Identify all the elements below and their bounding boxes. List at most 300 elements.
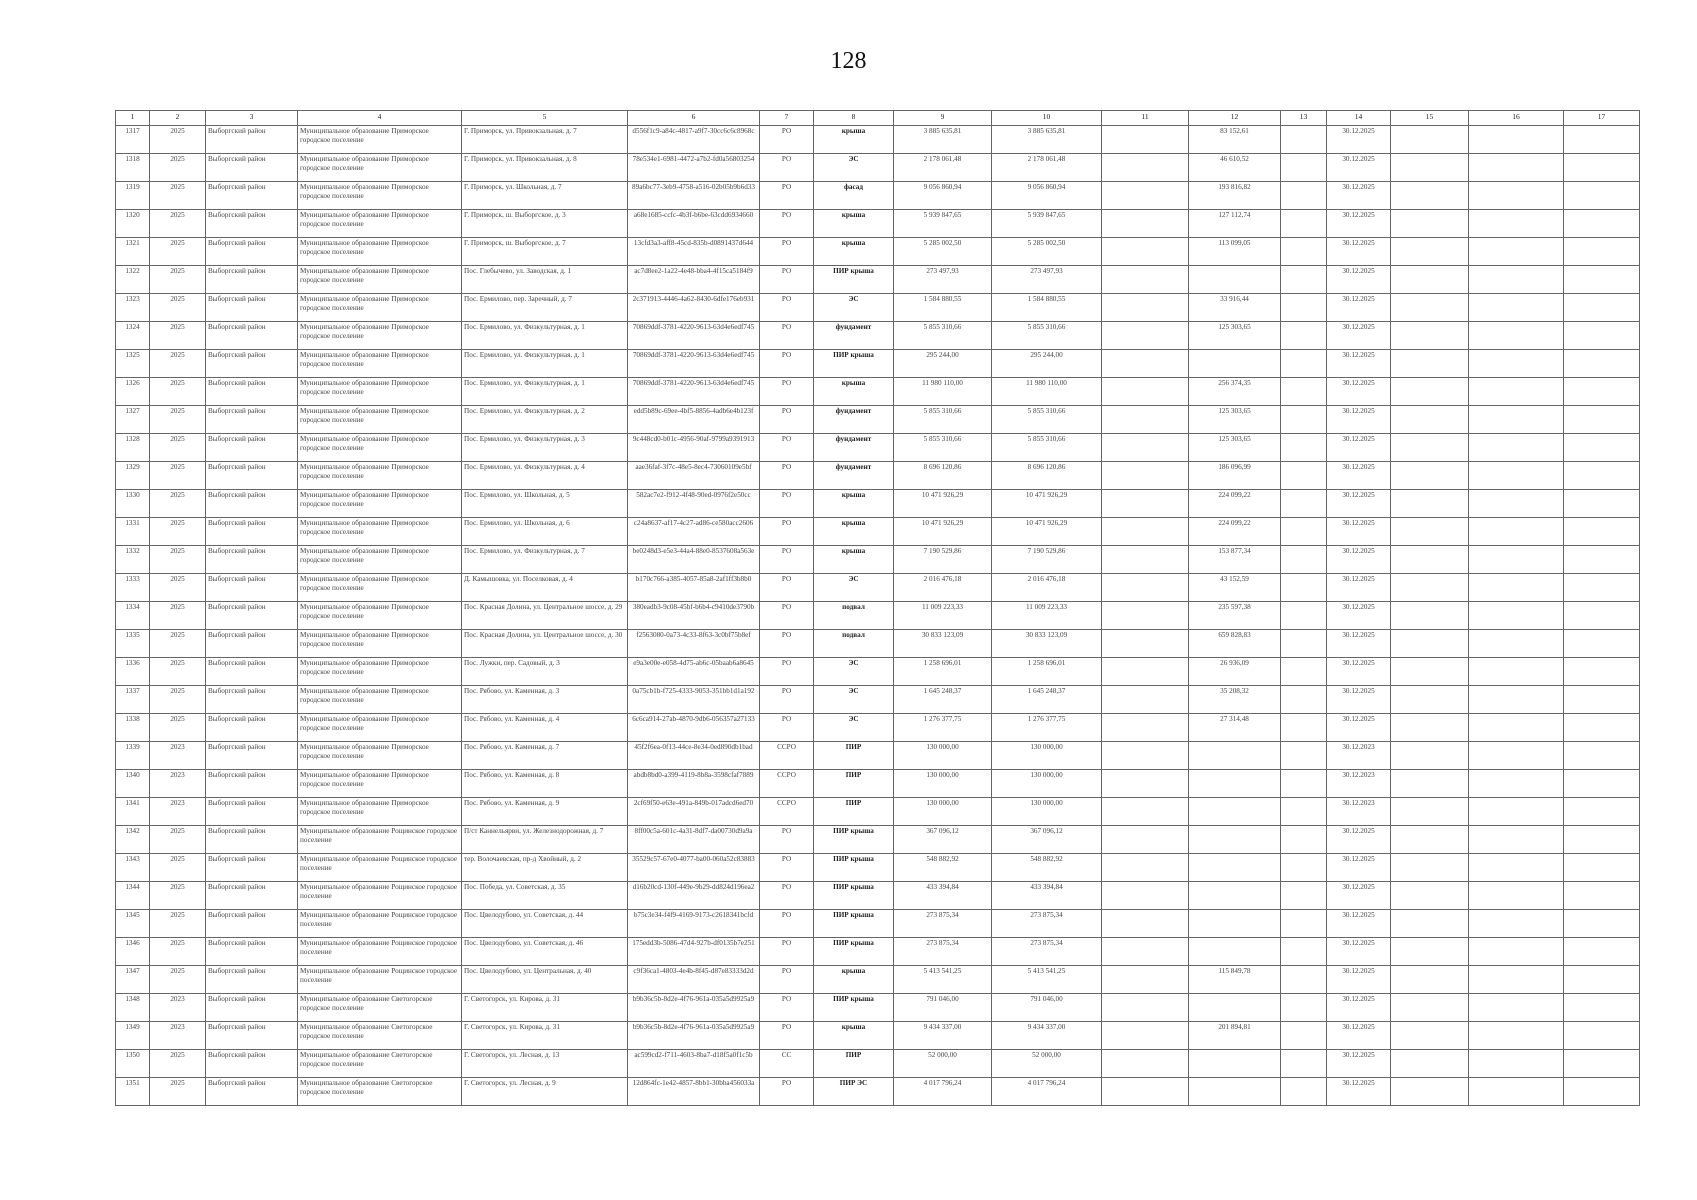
cell-empty [1391, 238, 1469, 266]
column-header: 11 [1102, 111, 1189, 126]
cell-v12: 127 112,74 [1189, 210, 1281, 238]
cell-district: Выборгский район [206, 574, 298, 602]
cell-empty [1564, 966, 1640, 994]
cell-type: РО [760, 322, 814, 350]
cell-empty [1469, 462, 1564, 490]
cell-district: Выборгский район [206, 770, 298, 798]
cell-v10: 130 000,00 [992, 770, 1102, 798]
cell-v9: 9 434 337,00 [894, 1022, 992, 1050]
cell-address: Г. Приморск, ул. Школьная, д. 7 [462, 182, 628, 210]
cell-v13 [1281, 210, 1327, 238]
cell-empty [1469, 546, 1564, 574]
cell-work: крыша [814, 238, 894, 266]
cell-year: 2025 [150, 546, 206, 574]
cell-guid: 35529c57-67e0-4077-ba00-060a52c83883 [628, 854, 760, 882]
cell-v9: 3 885 635,81 [894, 126, 992, 154]
cell-district: Выборгский район [206, 154, 298, 182]
cell-work: ПИР [814, 798, 894, 826]
cell-empty [1391, 658, 1469, 686]
cell-v12: 153 877,34 [1189, 546, 1281, 574]
cell-work: ЭС [814, 714, 894, 742]
cell-empty [1391, 1078, 1469, 1106]
cell-empty [1564, 462, 1640, 490]
cell-empty [1564, 938, 1640, 966]
cell-v9: 8 696 120,86 [894, 462, 992, 490]
cell-v10: 130 000,00 [992, 742, 1102, 770]
cell-year: 2023 [150, 742, 206, 770]
cell-date: 30.12.2025 [1327, 434, 1391, 462]
cell-empty [1469, 210, 1564, 238]
cell-type: РО [760, 1022, 814, 1050]
cell-v13 [1281, 266, 1327, 294]
cell-district: Выборгский район [206, 854, 298, 882]
cell-v11 [1102, 826, 1189, 854]
cell-empty [1391, 602, 1469, 630]
cell-date: 30.12.2025 [1327, 462, 1391, 490]
table-row [116, 1078, 1640, 1106]
cell-address: Пос. Ермилово, ул. Школьная, д. 6 [462, 518, 628, 546]
table-row [116, 1022, 1640, 1050]
cell-mo: Муниципальное образование Приморское городское поселение [298, 602, 462, 630]
cell-v12: 256 374,35 [1189, 378, 1281, 406]
cell-v13 [1281, 742, 1327, 770]
table-row [116, 154, 1640, 182]
cell-empty [1469, 1078, 1564, 1106]
cell-date: 30.12.2025 [1327, 714, 1391, 742]
table-row [116, 994, 1640, 1022]
cell-work: ПИР крыша [814, 938, 894, 966]
cell-v10: 5 855 310,66 [992, 322, 1102, 350]
cell-mo: Муниципальное образование Приморское городское поселение [298, 266, 462, 294]
cell-district: Выборгский район [206, 518, 298, 546]
cell-n: 1326 [116, 378, 150, 406]
cell-year: 2025 [150, 154, 206, 182]
cell-empty [1469, 1022, 1564, 1050]
cell-v13 [1281, 154, 1327, 182]
cell-empty [1564, 770, 1640, 798]
cell-v12: 659 828,83 [1189, 630, 1281, 658]
cell-date: 30.12.2025 [1327, 518, 1391, 546]
cell-empty [1391, 266, 1469, 294]
cell-address: тер. Волочаевская, пр-д Хвойный, д. 2 [462, 854, 628, 882]
cell-year: 2023 [150, 1022, 206, 1050]
cell-type: РО [760, 546, 814, 574]
cell-date: 30.12.2025 [1327, 490, 1391, 518]
cell-mo: Муниципальное образование Светогорское городское поселение [298, 994, 462, 1022]
cell-date: 30.12.2025 [1327, 938, 1391, 966]
cell-v9: 367 096,12 [894, 826, 992, 854]
cell-v11 [1102, 938, 1189, 966]
cell-empty [1469, 154, 1564, 182]
cell-v12: 125 303,65 [1189, 322, 1281, 350]
cell-type: ССРО [760, 742, 814, 770]
table-row [116, 742, 1640, 770]
cell-empty [1391, 910, 1469, 938]
cell-year: 2025 [150, 938, 206, 966]
cell-district: Выборгский район [206, 938, 298, 966]
table-row [116, 238, 1640, 266]
cell-guid: 9c448cd0-b01c-4956-90af-9799a9391913 [628, 434, 760, 462]
cell-v9: 10 471 926,29 [894, 490, 992, 518]
cell-empty [1564, 910, 1640, 938]
cell-v13 [1281, 434, 1327, 462]
cell-address: Г. Светогорск, ул. Кирова, д. 31 [462, 994, 628, 1022]
cell-type: РО [760, 210, 814, 238]
cell-district: Выборгский район [206, 910, 298, 938]
cell-v11 [1102, 126, 1189, 154]
column-header: 8 [814, 111, 894, 126]
cell-v12 [1189, 350, 1281, 378]
cell-date: 30.12.2025 [1327, 546, 1391, 574]
cell-empty [1391, 770, 1469, 798]
cell-n: 1320 [116, 210, 150, 238]
cell-n: 1344 [116, 882, 150, 910]
cell-empty [1564, 1022, 1640, 1050]
cell-date: 30.12.2025 [1327, 910, 1391, 938]
cell-v10: 5 939 847,65 [992, 210, 1102, 238]
cell-empty [1469, 714, 1564, 742]
cell-mo: Муниципальное образование Приморское городское поселение [298, 574, 462, 602]
cell-v9: 273 875,34 [894, 938, 992, 966]
cell-empty [1564, 798, 1640, 826]
cell-empty [1391, 126, 1469, 154]
cell-empty [1564, 490, 1640, 518]
cell-guid: 89a6bc77-3eb9-4758-a516-02b05b9b6d33 [628, 182, 760, 210]
cell-empty [1564, 854, 1640, 882]
cell-type: РО [760, 294, 814, 322]
cell-n: 1340 [116, 770, 150, 798]
cell-year: 2025 [150, 294, 206, 322]
cell-v12 [1189, 770, 1281, 798]
cell-empty [1391, 742, 1469, 770]
cell-empty [1469, 126, 1564, 154]
cell-v11 [1102, 546, 1189, 574]
cell-v11 [1102, 1078, 1189, 1106]
cell-empty [1391, 210, 1469, 238]
cell-n: 1323 [116, 294, 150, 322]
cell-district: Выборгский район [206, 378, 298, 406]
cell-year: 2025 [150, 126, 206, 154]
cell-n: 1327 [116, 406, 150, 434]
cell-mo: Муниципальное образование Приморское городское поселение [298, 546, 462, 574]
cell-v9: 11 980 110,00 [894, 378, 992, 406]
cell-work: ПИР [814, 1050, 894, 1078]
cell-type: РО [760, 1078, 814, 1106]
cell-work: фундамент [814, 322, 894, 350]
cell-v11 [1102, 294, 1189, 322]
cell-n: 1348 [116, 994, 150, 1022]
cell-type: РО [760, 882, 814, 910]
cell-district: Выборгский район [206, 238, 298, 266]
cell-year: 2023 [150, 798, 206, 826]
cell-empty [1564, 434, 1640, 462]
cell-v9: 5 855 310,66 [894, 406, 992, 434]
cell-district: Выборгский район [206, 210, 298, 238]
cell-district: Выборгский район [206, 350, 298, 378]
cell-guid: 0a75cb1b-f725-4333-9053-351bb1d1a192 [628, 686, 760, 714]
table-row [116, 378, 1640, 406]
table-row [116, 462, 1640, 490]
cell-v10: 1 258 696,01 [992, 658, 1102, 686]
cell-v11 [1102, 434, 1189, 462]
cell-v13 [1281, 294, 1327, 322]
cell-v9: 2 178 061,48 [894, 154, 992, 182]
cell-n: 1324 [116, 322, 150, 350]
cell-v12 [1189, 266, 1281, 294]
cell-date: 30.12.2025 [1327, 826, 1391, 854]
cell-v11 [1102, 602, 1189, 630]
cell-address: Г. Приморск, ш. Выборгское, д. 7 [462, 238, 628, 266]
cell-guid: d16b20cd-130f-449e-9b29-dd824d196ea2 [628, 882, 760, 910]
cell-type: РО [760, 182, 814, 210]
cell-empty [1469, 686, 1564, 714]
cell-guid: 582ac7e2-f912-4f48-90ed-0976f2e50cc [628, 490, 760, 518]
cell-empty [1391, 322, 1469, 350]
cell-v13 [1281, 882, 1327, 910]
table-row [116, 686, 1640, 714]
cell-v10: 548 882,92 [992, 854, 1102, 882]
cell-v11 [1102, 462, 1189, 490]
cell-empty [1564, 882, 1640, 910]
cell-year: 2025 [150, 574, 206, 602]
cell-district: Выборгский район [206, 434, 298, 462]
table-row [116, 406, 1640, 434]
cell-empty [1564, 1078, 1640, 1106]
cell-empty [1391, 518, 1469, 546]
cell-v11 [1102, 406, 1189, 434]
cell-year: 2023 [150, 770, 206, 798]
cell-empty [1469, 350, 1564, 378]
cell-v13 [1281, 826, 1327, 854]
cell-n: 1341 [116, 798, 150, 826]
cell-year: 2025 [150, 686, 206, 714]
cell-mo: Муниципальное образование Приморское городское поселение [298, 686, 462, 714]
cell-mo: Муниципальное образование Приморское городское поселение [298, 462, 462, 490]
cell-v9: 9 056 860,94 [894, 182, 992, 210]
cell-work: ПИР ЭС [814, 1078, 894, 1106]
cell-mo: Муниципальное образование Приморское городское поселение [298, 350, 462, 378]
cell-v13 [1281, 574, 1327, 602]
cell-mo: Муниципальное образование Приморское городское поселение [298, 714, 462, 742]
cell-v13 [1281, 630, 1327, 658]
cell-v13 [1281, 658, 1327, 686]
cell-v10: 295 244,00 [992, 350, 1102, 378]
cell-empty [1469, 294, 1564, 322]
cell-v13 [1281, 378, 1327, 406]
cell-date: 30.12.2025 [1327, 126, 1391, 154]
cell-year: 2025 [150, 210, 206, 238]
cell-district: Выборгский район [206, 1050, 298, 1078]
cell-work: ЭС [814, 658, 894, 686]
table-row [116, 882, 1640, 910]
cell-v9: 5 413 541,25 [894, 966, 992, 994]
table-body [116, 111, 1640, 1106]
cell-empty [1391, 798, 1469, 826]
cell-empty [1469, 434, 1564, 462]
cell-address: Пос. Ермилово, ул. Физкультурная, д. 1 [462, 322, 628, 350]
table-row [116, 350, 1640, 378]
cell-v12: 26 936,09 [1189, 658, 1281, 686]
cell-v11 [1102, 770, 1189, 798]
cell-date: 30.12.2023 [1327, 798, 1391, 826]
cell-date: 30.12.2025 [1327, 350, 1391, 378]
cell-empty [1469, 966, 1564, 994]
cell-guid: a68e1685-ccfc-4b3f-b6be-63cdd6934660 [628, 210, 760, 238]
cell-district: Выборгский район [206, 602, 298, 630]
cell-type: СС [760, 1050, 814, 1078]
cell-v10: 10 471 926,29 [992, 518, 1102, 546]
cell-address: Д. Камышовка, ул. Поселковая, д. 4 [462, 574, 628, 602]
cell-guid: abdb8bd0-a399-4119-8b8a-3598cfaf7889 [628, 770, 760, 798]
cell-address: Пос. Красная Долина, ул. Центральное шоссе, д. 29 [462, 602, 628, 630]
cell-year: 2025 [150, 882, 206, 910]
cell-type: РО [760, 574, 814, 602]
cell-empty [1564, 686, 1640, 714]
cell-empty [1564, 350, 1640, 378]
cell-empty [1391, 378, 1469, 406]
cell-v10: 1 276 377,75 [992, 714, 1102, 742]
cell-v13 [1281, 182, 1327, 210]
cell-v12 [1189, 882, 1281, 910]
cell-date: 30.12.2025 [1327, 854, 1391, 882]
cell-empty [1469, 266, 1564, 294]
cell-district: Выборгский район [206, 686, 298, 714]
table-row [116, 938, 1640, 966]
cell-v12: 33 916,44 [1189, 294, 1281, 322]
cell-n: 1346 [116, 938, 150, 966]
cell-date: 30.12.2025 [1327, 322, 1391, 350]
cell-v11 [1102, 350, 1189, 378]
cell-type: РО [760, 154, 814, 182]
cell-n: 1331 [116, 518, 150, 546]
cell-type: РО [760, 966, 814, 994]
cell-address: Г. Светогорск, ул. Кирова, д. 31 [462, 1022, 628, 1050]
cell-n: 1333 [116, 574, 150, 602]
cell-district: Выборгский район [206, 126, 298, 154]
cell-guid: c9f36ca1-4803-4e4b-8f45-d87e83333d2d [628, 966, 760, 994]
cell-empty [1469, 1050, 1564, 1078]
table-row [116, 630, 1640, 658]
cell-address: Пос. Цвелодубово, ул. Центральная, д. 40 [462, 966, 628, 994]
cell-v13 [1281, 1050, 1327, 1078]
cell-type: РО [760, 406, 814, 434]
cell-type: РО [760, 910, 814, 938]
cell-guid: 70869ddf-3781-4220-9613-63d4e6edf745 [628, 350, 760, 378]
cell-empty [1564, 658, 1640, 686]
cell-v12 [1189, 854, 1281, 882]
table-row [116, 266, 1640, 294]
cell-work: подвал [814, 602, 894, 630]
cell-guid: 6c6ca914-27ab-4870-9db6-056357a27133 [628, 714, 760, 742]
cell-address: Пос. Победа, ул. Советская, д. 35 [462, 882, 628, 910]
cell-v9: 7 190 529,86 [894, 546, 992, 574]
cell-guid: ac7d8ee2-1a22-4e48-bba4-4f15ca5184f9 [628, 266, 760, 294]
table-row [116, 602, 1640, 630]
cell-address: Пос. Цвелодубово, ул. Советская, д. 44 [462, 910, 628, 938]
cell-empty [1469, 938, 1564, 966]
table-row [116, 574, 1640, 602]
cell-address: Пос. Ермилово, ул. Физкультурная, д. 7 [462, 546, 628, 574]
cell-address: Г. Светогорск, ул. Лесная, д. 13 [462, 1050, 628, 1078]
cell-address: Пос. Ермилово, ул. Физкультурная, д. 1 [462, 378, 628, 406]
cell-v10: 3 885 635,81 [992, 126, 1102, 154]
cell-v10: 5 285 002,50 [992, 238, 1102, 266]
cell-empty [1564, 266, 1640, 294]
cell-empty [1469, 658, 1564, 686]
column-header: 5 [462, 111, 628, 126]
cell-empty [1564, 1050, 1640, 1078]
cell-address: Пос. Ермилово, ул. Школьная, д. 5 [462, 490, 628, 518]
column-header: 3 [206, 111, 298, 126]
cell-address: Пос. Ермилово, пер. Заречный, д. 7 [462, 294, 628, 322]
cell-v10: 4 017 796,24 [992, 1078, 1102, 1106]
cell-v10: 273 497,93 [992, 266, 1102, 294]
cell-work: ПИР крыша [814, 994, 894, 1022]
cell-v10: 1 584 880,55 [992, 294, 1102, 322]
cell-mo: Муниципальное образование Приморское городское поселение [298, 126, 462, 154]
cell-district: Выборгский район [206, 966, 298, 994]
cell-work: крыша [814, 966, 894, 994]
cell-mo: Муниципальное образование Приморское городское поселение [298, 742, 462, 770]
cell-district: Выборгский район [206, 322, 298, 350]
cell-empty [1469, 322, 1564, 350]
cell-v9: 791 046,00 [894, 994, 992, 1022]
cell-empty [1469, 910, 1564, 938]
cell-empty [1564, 238, 1640, 266]
cell-district: Выборгский район [206, 1022, 298, 1050]
cell-work: крыша [814, 518, 894, 546]
cell-empty [1564, 714, 1640, 742]
cell-empty [1391, 546, 1469, 574]
cell-mo: Муниципальное образование Приморское городское поселение [298, 322, 462, 350]
cell-mo: Муниципальное образование Рощинское городское поселение [298, 938, 462, 966]
cell-v9: 1 584 880,55 [894, 294, 992, 322]
cell-empty [1564, 126, 1640, 154]
cell-guid: edd5b89c-69ee-4bf5-8856-4adb6e4b123f [628, 406, 760, 434]
cell-empty [1469, 630, 1564, 658]
cell-work: ЭС [814, 154, 894, 182]
cell-empty [1469, 882, 1564, 910]
cell-year: 2025 [150, 1078, 206, 1106]
cell-work: крыша [814, 210, 894, 238]
cell-guid: 70869ddf-3781-4220-9613-63d4e6edf745 [628, 378, 760, 406]
cell-v13 [1281, 602, 1327, 630]
cell-guid: 2cf69f50-e63e-491a-849b-017adcd6ed70 [628, 798, 760, 826]
cell-v9: 5 285 002,50 [894, 238, 992, 266]
page-number: 128 [830, 48, 867, 74]
cell-v11 [1102, 742, 1189, 770]
cell-type: РО [760, 434, 814, 462]
cell-address: Пос. Рябово, ул. Каменная, д. 8 [462, 770, 628, 798]
table-row [116, 434, 1640, 462]
cell-v9: 4 017 796,24 [894, 1078, 992, 1106]
cell-v12: 43 152,59 [1189, 574, 1281, 602]
cell-date: 30.12.2025 [1327, 406, 1391, 434]
cell-empty [1469, 994, 1564, 1022]
cell-empty [1564, 518, 1640, 546]
cell-v11 [1102, 574, 1189, 602]
cell-address: Пос. Красная Долина, ул. Центральное шоссе, д. 30 [462, 630, 628, 658]
cell-empty [1469, 826, 1564, 854]
cell-n: 1332 [116, 546, 150, 574]
cell-empty [1469, 770, 1564, 798]
cell-year: 2025 [150, 462, 206, 490]
cell-guid: be0248d3-e5e3-44a4-88e0-8537608a563e [628, 546, 760, 574]
cell-n: 1350 [116, 1050, 150, 1078]
cell-v10: 367 096,12 [992, 826, 1102, 854]
cell-mo: Муниципальное образование Приморское городское поселение [298, 294, 462, 322]
cell-year: 2025 [150, 518, 206, 546]
